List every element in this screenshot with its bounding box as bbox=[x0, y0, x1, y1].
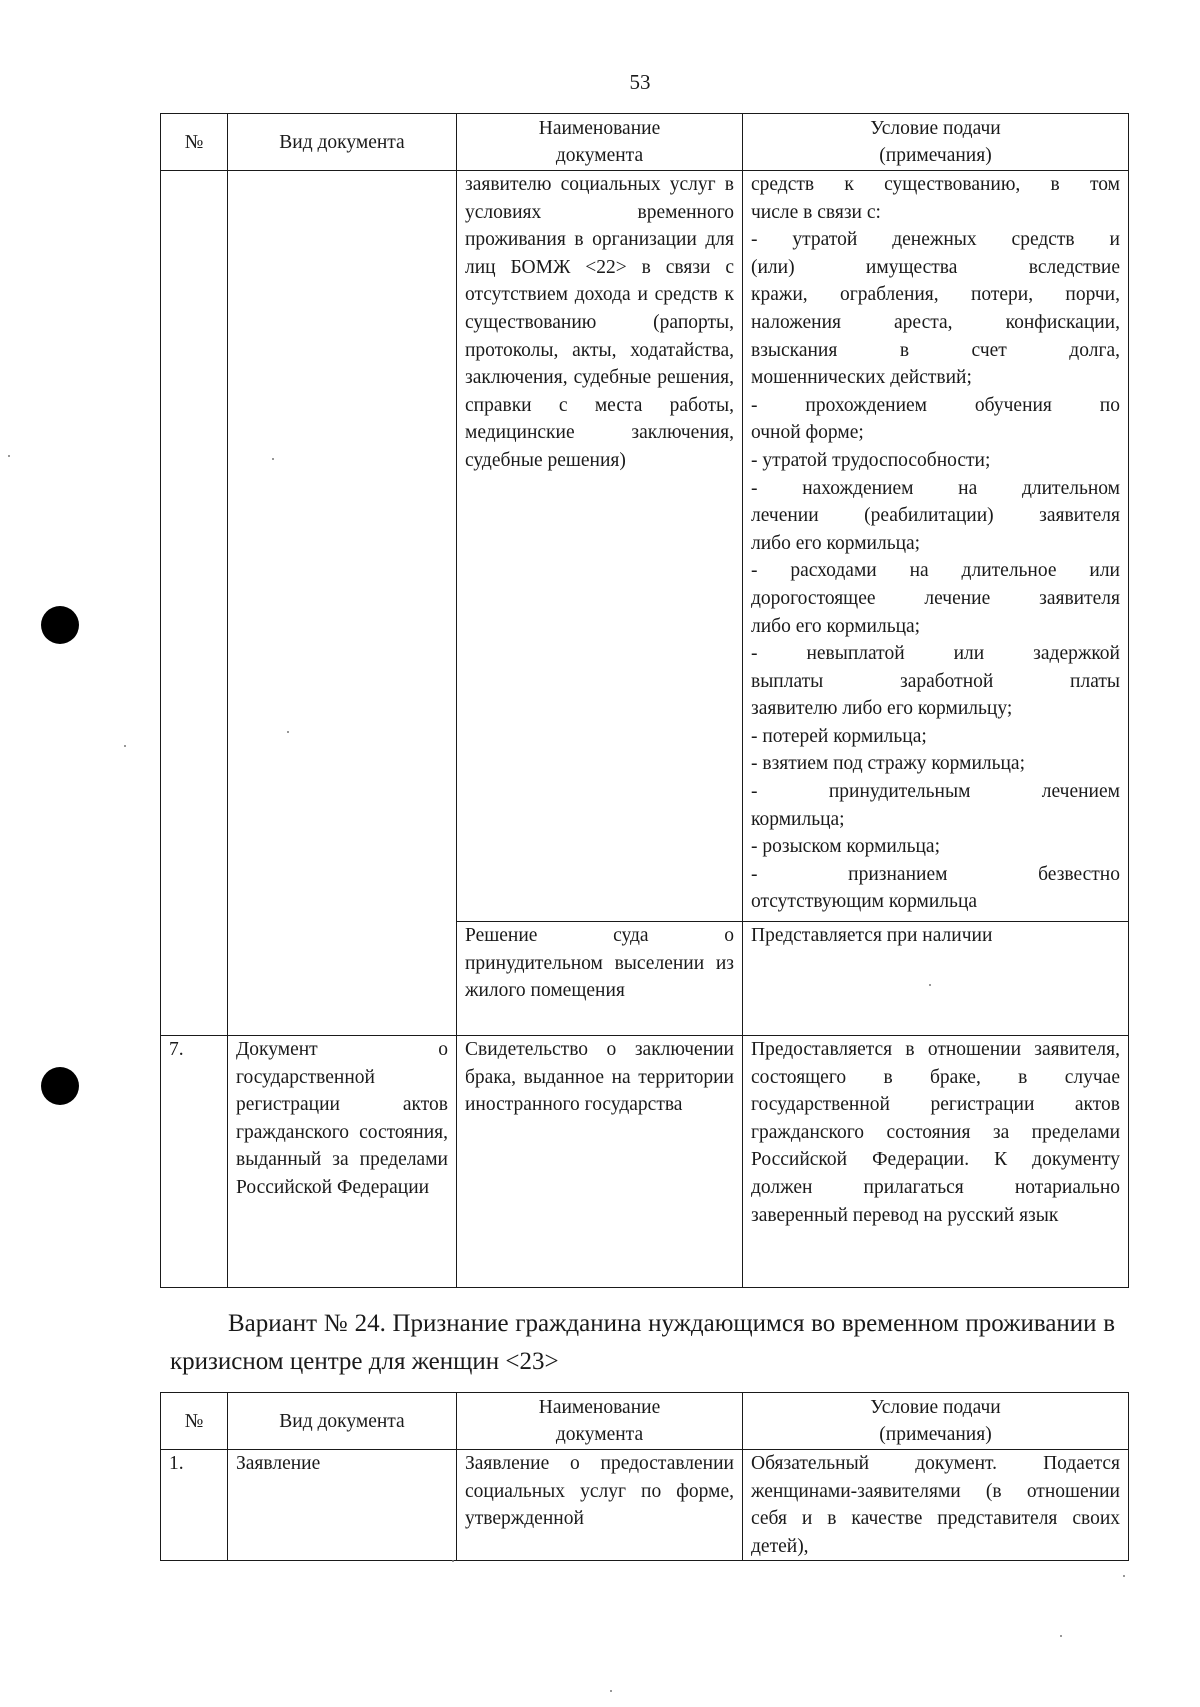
header-document-type: Вид документа bbox=[228, 1393, 457, 1450]
condition-line: - невыплатой или задержкой bbox=[751, 643, 1120, 665]
cell-document-type bbox=[228, 1036, 457, 1288]
condition-line: - утратой трудоспособности; bbox=[751, 449, 991, 471]
cell-document-type bbox=[228, 1450, 457, 1561]
table-header-row bbox=[161, 1393, 1129, 1450]
header-num: № bbox=[161, 114, 228, 171]
table-row bbox=[161, 171, 1129, 922]
document-type-text: Заявление bbox=[236, 1453, 321, 1474]
page-number: 53 bbox=[629, 70, 651, 94]
condition-line: - принудительным лечением bbox=[751, 781, 1120, 803]
cell-type-empty bbox=[228, 171, 457, 1036]
condition-line: - розыском кормильца; bbox=[751, 836, 941, 858]
condition-line: числе в связи с: bbox=[751, 201, 881, 223]
scan-speck bbox=[8, 455, 10, 457]
scan-speck bbox=[929, 984, 931, 986]
scan-speck bbox=[272, 458, 274, 460]
condition-line: наложения ареста, конфискации, bbox=[751, 311, 1120, 333]
header-document-name: Наименование документа bbox=[457, 114, 743, 171]
condition-line: - потерей кормильца; bbox=[751, 725, 927, 747]
condition-line: взыскания в счет долга, bbox=[751, 339, 1120, 361]
cell-condition bbox=[743, 1036, 1129, 1288]
header-num: № bbox=[161, 1393, 228, 1450]
condition-line: очной форме; bbox=[751, 422, 864, 444]
document-name-text: Заявление о предоставлении социальных услуг по форме, утвержденной bbox=[465, 1453, 734, 1530]
table-row bbox=[161, 1450, 1129, 1561]
document-name-text: Свидетельство о заключении брака, выданное на территории иностранного государства bbox=[465, 1039, 734, 1116]
condition-line: - утратой денежных средств и bbox=[751, 229, 1120, 251]
documents-table-variant-24 bbox=[160, 1392, 1129, 1561]
cell-document-name bbox=[457, 922, 743, 1036]
condition-line: - признанием безвестно bbox=[751, 863, 1120, 885]
scan-speck bbox=[610, 1690, 612, 1692]
condition-text: Предоставляется в отношении заявителя, состоящего в браке, в случае государственной регистрации актов гражданского состояния за пределами Российской Федерации. К документу должен прилагаться нотариально заверенный перевод на русский язык bbox=[751, 1039, 1120, 1226]
condition-line: кражи, ограбления, потери, порчи, bbox=[751, 284, 1120, 306]
court-decision-text: Решение суда о принудительном выселении из жилого помещения bbox=[465, 925, 734, 1002]
scan-speck bbox=[124, 745, 126, 747]
condition-text: Обязательный документ. Подается женщинами-заявителями (в отношении себя и в качестве представителя своих детей), bbox=[751, 1453, 1120, 1557]
condition-line: - прохождением обучения по bbox=[751, 394, 1120, 416]
condition-lines bbox=[751, 171, 1120, 916]
condition-line: либо его кормильца; bbox=[751, 615, 921, 637]
cell-num: 1. bbox=[161, 1450, 228, 1561]
cell-num-empty bbox=[161, 171, 228, 1036]
condition-line: либо его кормильца; bbox=[751, 532, 921, 554]
condition-line: - взятием под стражу кормильца; bbox=[751, 753, 1026, 775]
condition-line: мошеннических действий; bbox=[751, 367, 972, 389]
scan-speck bbox=[452, 1560, 454, 1562]
table-header-row bbox=[161, 114, 1129, 171]
cell-document-name bbox=[457, 1450, 743, 1561]
condition-line: отсутствующим кормильца bbox=[751, 891, 978, 913]
condition-line: - расходами на длительное или bbox=[751, 560, 1120, 582]
cell-condition bbox=[743, 1450, 1129, 1561]
scan-speck bbox=[1060, 1635, 1062, 1637]
condition-line: заявителю либо его кормильцу; bbox=[751, 698, 1013, 720]
cell-condition bbox=[743, 171, 1129, 922]
court-decision-condition: Представляется при наличии bbox=[751, 925, 993, 946]
document-name-text: заявителю социальных услуг в условиях временного проживания в организации для лиц БОМЖ <22> в связи с отсутствием дохода и средств к существованию (рапорты, протоколы, акты, ходатайства, заключения, судебные решения, справки с места работы, медицинские заключения, судебные решения) bbox=[465, 174, 734, 471]
scan-speck bbox=[287, 731, 289, 733]
variant-heading: Вариант № 24. Признание гражданина нуждающимся во временном проживании в кризисном центре для женщин <23> bbox=[170, 1310, 1115, 1375]
condition-line: кормильца; bbox=[751, 808, 845, 830]
condition-line: (или) имущества вследствие bbox=[751, 256, 1120, 278]
header-submission-condition: Условие подачи (примечания) bbox=[743, 114, 1129, 171]
header-document-type: Вид документа bbox=[228, 114, 457, 171]
header-document-name: Наименование документа bbox=[457, 1393, 743, 1450]
header-submission-condition: Условие подачи (примечания) bbox=[743, 1393, 1129, 1450]
scan-speck bbox=[1123, 1575, 1125, 1577]
cell-num: 7. bbox=[161, 1036, 228, 1288]
document-type-text: Документ о государственной регистрации актов гражданского состояния, выданный за пределами Российской Федерации bbox=[236, 1039, 448, 1198]
cell-document-name bbox=[457, 1036, 743, 1288]
punch-hole-upper bbox=[41, 606, 79, 644]
condition-line: средств к существованию, в том bbox=[751, 174, 1120, 195]
cell-condition bbox=[743, 922, 1129, 1036]
cell-document-name bbox=[457, 171, 743, 922]
documents-table bbox=[160, 113, 1129, 1288]
condition-line: дорогостоящее лечение заявителя bbox=[751, 587, 1120, 609]
condition-line: - нахождением на длительном bbox=[751, 477, 1120, 499]
table-row bbox=[161, 1036, 1129, 1288]
condition-line: выплаты заработной платы bbox=[751, 670, 1120, 692]
punch-hole-lower bbox=[41, 1067, 79, 1105]
condition-line: лечении (реабилитации) заявителя bbox=[751, 505, 1120, 527]
